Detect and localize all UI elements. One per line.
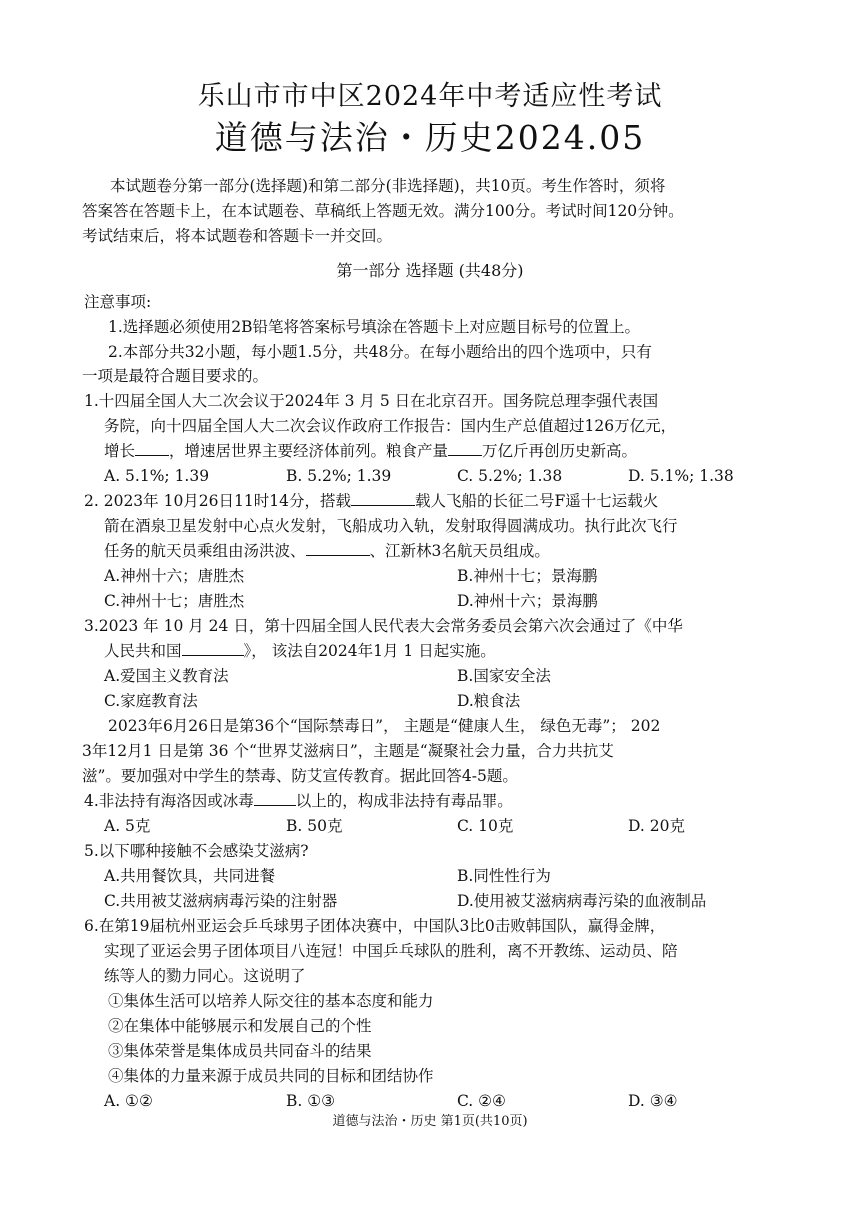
q6-item-1: ①集体生活可以培养人际交往的基本态度和能力: [108, 992, 434, 1010]
q2-option-d: D.神州十六；景海鹏: [457, 592, 598, 610]
q1-line-3: [104, 439, 804, 463]
q1-option-d: D. 5.1%; 1.38: [628, 467, 734, 485]
intro-line-3: 考试结束后，将本试题卷和答题卡一并交回。: [82, 227, 393, 245]
q1-text-c: 万亿斤再创历史新高。: [482, 442, 638, 460]
exam-subtitle: 道德与法治・历史2024.05: [214, 118, 646, 157]
q5-option-d: D.使用被艾滋病病毒污染的血液制品: [457, 892, 707, 910]
note-2-cont: 一项是最符合题目要求的。: [82, 367, 269, 385]
q6-line-3: 练等人的勠力同心。这说明了: [104, 967, 306, 985]
q4-option-a: A. 5克: [104, 817, 151, 835]
answer-blank: [306, 541, 370, 556]
q2-line-1: [84, 489, 784, 513]
q2-line-2: 箭在酒泉卫星发射中心点火发射，飞船成功入轨，发射取得圆满成功。执行此次飞行: [104, 517, 678, 535]
q6-item-2: ②在集体中能够展示和发展自己的个性: [108, 1017, 372, 1035]
material-line-3: 滋”。要加强对中学生的禁毒、防艾宣传教育。据此回答4-5题。: [82, 767, 518, 785]
q3-option-a: A.爱国主义教育法: [104, 667, 229, 685]
q5-option-c: C.共用被艾滋病病毒污染的注射器: [104, 892, 338, 910]
answer-blank: [351, 491, 415, 506]
q3-line-1: 3.2023 年 10 月 24 日，第十四届全国人民代表大会常务委员会第六次会通过了《中华: [84, 617, 683, 635]
material-line-2: 3年12月1 日是第 36 个“世界艾滋病日”，主题是“凝聚社会力量，合力共抗艾: [82, 742, 614, 760]
q5-option-a: A.共用餐饮具，共同进餐: [104, 867, 276, 885]
note-1: 1.选择题必须使用2B铅笔将答案标号填涂在答题卡上对应题目标号的位置上。: [108, 318, 641, 336]
q2-text-c: 任务的航天员乘组由汤洪波、: [104, 542, 306, 560]
notes-heading: 注意事项:: [84, 293, 152, 311]
q2-text-d: 、江新林3名航天员组成。: [369, 542, 550, 560]
answer-blank: [135, 441, 169, 456]
q3-text-b: 》， 该法自2024年1月 1 日起实施。: [243, 642, 496, 660]
note-2: 2.本部分共32小题，每小题1.5分，共48分。在每小题给出的四个选项中，只有: [108, 343, 652, 361]
answer-blank: [254, 791, 296, 806]
q6-option-b: B. ①③: [286, 1092, 336, 1110]
q1-option-a: A. 5.1%; 1.39: [104, 467, 210, 485]
section-title: 第一部分 选择题 (共48分): [336, 261, 524, 280]
intro-line-1: 本试题卷分第一部分(选择题)和第二部分(非选择题)，共10页。考生作答时，须将: [110, 177, 666, 195]
q2-text-b: 载人飞船的长征二号F遥十七运载火: [414, 492, 659, 510]
q6-item-3: ③集体荣誉是集体成员共同奋斗的结果: [108, 1042, 372, 1060]
q6-option-d: D. ③④: [628, 1092, 678, 1110]
q3-option-d: D.粮食法: [457, 692, 521, 710]
q4-option-b: B. 50克: [286, 817, 343, 835]
answer-blank: [448, 441, 482, 456]
q4-option-c: C. 10克: [457, 817, 514, 835]
exam-title: 乐山市市中区2024年中考适应性考试: [197, 81, 663, 112]
q4-text-b: 以上的，构成非法持有毒品罪。: [295, 792, 513, 810]
q1-option-b: B. 5.2%; 1.39: [286, 467, 392, 485]
q6-option-c: C. ②④: [457, 1092, 506, 1110]
q3-option-b: B.国家安全法: [457, 667, 551, 685]
q3-line-2: [104, 639, 804, 663]
q2-option-a: A.神州十六；唐胜杰: [104, 567, 245, 585]
answer-blank: [182, 641, 244, 656]
q3-text-a: 人民共和国: [104, 642, 182, 660]
q2-option-b: B.神州十七；景海鹏: [457, 567, 598, 585]
q4-line-1: [84, 789, 784, 813]
material-line-1: 2023年6月26日是第36个“国际禁毒日”， 主题是“健康人生， 绿色无毒”； 202: [108, 717, 661, 735]
q1-text-b: ，增速居世界主要经济体前列。粮食产量: [169, 442, 449, 460]
q5-line-1: 5.以下哪种接触不会感染艾滋病?: [84, 842, 309, 860]
q5-option-b: B.同性性行为: [457, 867, 551, 885]
q4-text-a: 4.非法持有海洛因或冰毒: [84, 792, 254, 810]
q1-line-2: 务院，向十四届全国人大二次会议作政府工作报告：国内生产总值超过126万亿元，: [104, 417, 677, 435]
q2-line-3: [104, 539, 804, 563]
q1-option-c: C. 5.2%; 1.38: [457, 467, 563, 485]
q1-line-1: 1.十四届全国人大二次会议于2024年 3 月 5 日在北京召开。国务院总理李强代表国: [84, 392, 659, 410]
q2-text-a: 2. 2023年 10月26日11时14分，搭载: [84, 492, 351, 510]
q1-text-a: 增长: [104, 442, 136, 460]
q6-option-a: A. ①②: [104, 1092, 153, 1110]
q4-option-d: D. 20克: [628, 817, 685, 835]
q2-option-c: C.神州十七；唐胜杰: [104, 592, 245, 610]
q6-item-4: ④集体的力量来源于成员共同的目标和团结协作: [108, 1067, 434, 1085]
page-footer: 道德与法治・历史 第1页(共10页): [332, 1114, 528, 1129]
q3-option-c: C.家庭教育法: [104, 692, 198, 710]
intro-line-2: 答案答在答题卡上，在本试题卷、草稿纸上答题无效。满分100分。考试时间120分钟。: [82, 202, 684, 220]
q6-line-2: 实现了亚运会男子团体项目八连冠！中国乒乓球队的胜利，离不开教练、运动员、陪: [104, 942, 678, 960]
q6-line-1: 6.在第19届杭州亚运会乒乓球男子团体决赛中，中国队3比0击败韩国队，赢得金牌，: [84, 917, 666, 935]
